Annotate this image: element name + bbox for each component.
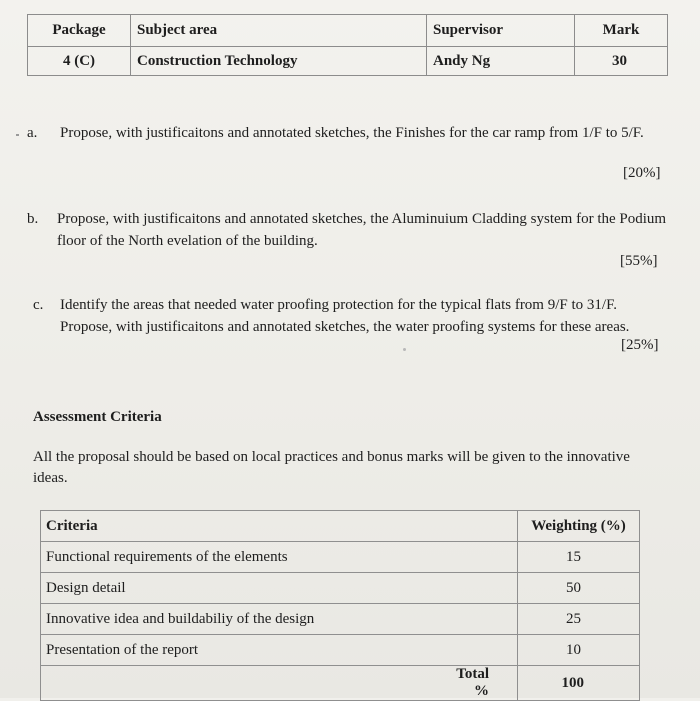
mark-value: 30 — [575, 47, 668, 76]
spacer-cell — [433, 573, 518, 604]
package-value: 4 (C) — [28, 47, 131, 76]
question-weight: [25%] — [621, 337, 659, 353]
total-label: Total % — [433, 666, 518, 701]
package-info-table — [27, 14, 668, 76]
spacer-cell — [433, 635, 518, 666]
table-row — [41, 635, 640, 666]
subject-column-header: Subject area — [131, 15, 427, 47]
criteria-cell: Design detail — [41, 573, 434, 604]
question-text: Propose, with justificaitons and annotated sketches, the Finishes for the car ramp from 1/F to 5/F. — [60, 125, 644, 141]
spacer-cell — [433, 604, 518, 635]
criteria-cell: Functional requirements of the elements — [41, 542, 434, 573]
weighting-cell: 15 — [518, 542, 640, 573]
package-value-row — [28, 47, 668, 76]
supervisor-column-header: Supervisor — [427, 15, 575, 47]
weighting-cell: 25 — [518, 604, 640, 635]
weighting-cell: 10 — [518, 635, 640, 666]
criteria-header-row — [41, 511, 640, 542]
assessment-title: Assessment Criteria — [33, 409, 162, 425]
subject-value: Construction Technology — [131, 47, 427, 76]
table-row — [41, 604, 640, 635]
spacer-cell — [433, 511, 518, 542]
question-weight: [55%] — [620, 253, 658, 269]
criteria-cell: Presentation of the report — [41, 635, 434, 666]
criteria-table — [40, 510, 640, 701]
total-value: 100 — [518, 666, 640, 701]
spacer-cell — [433, 542, 518, 573]
question-label: b. — [27, 211, 39, 227]
question-label: c. — [33, 297, 44, 313]
mark-column-header: Mark — [575, 15, 668, 47]
question-text: Propose, with justificaitons and annotated sketches, the Aluminuium Cladding system for the Podium floor of the North evelation of the building. — [57, 211, 667, 249]
supervisor-value: Andy Ng — [427, 47, 575, 76]
stray-dot — [403, 348, 406, 351]
package-header-row — [28, 15, 668, 47]
weighting-cell: 50 — [518, 573, 640, 604]
assessment-paragraph: All the proposal should be based on local practices and bonus marks will be given to the innovative ideas. — [33, 449, 630, 486]
table-row — [41, 542, 640, 573]
table-row — [41, 573, 640, 604]
weighting-column-header: Weighting (%) — [518, 511, 640, 542]
total-row — [41, 666, 640, 701]
question-text: Identify the areas that needed water proofing protection for the typical flats from 9/F to 31/F. Propose, with justificaitons and annotated sketches, the water proofing systems for these areas. — [60, 297, 630, 335]
package-column-header: Package — [28, 15, 131, 47]
spacer-cell — [41, 666, 434, 701]
question-label: a. — [27, 125, 38, 141]
question-weight: [20%] — [623, 165, 661, 181]
margin-mark — [16, 134, 19, 136]
criteria-column-header: Criteria — [41, 511, 434, 542]
criteria-cell: Innovative idea and buildabiliy of the design — [41, 604, 434, 635]
